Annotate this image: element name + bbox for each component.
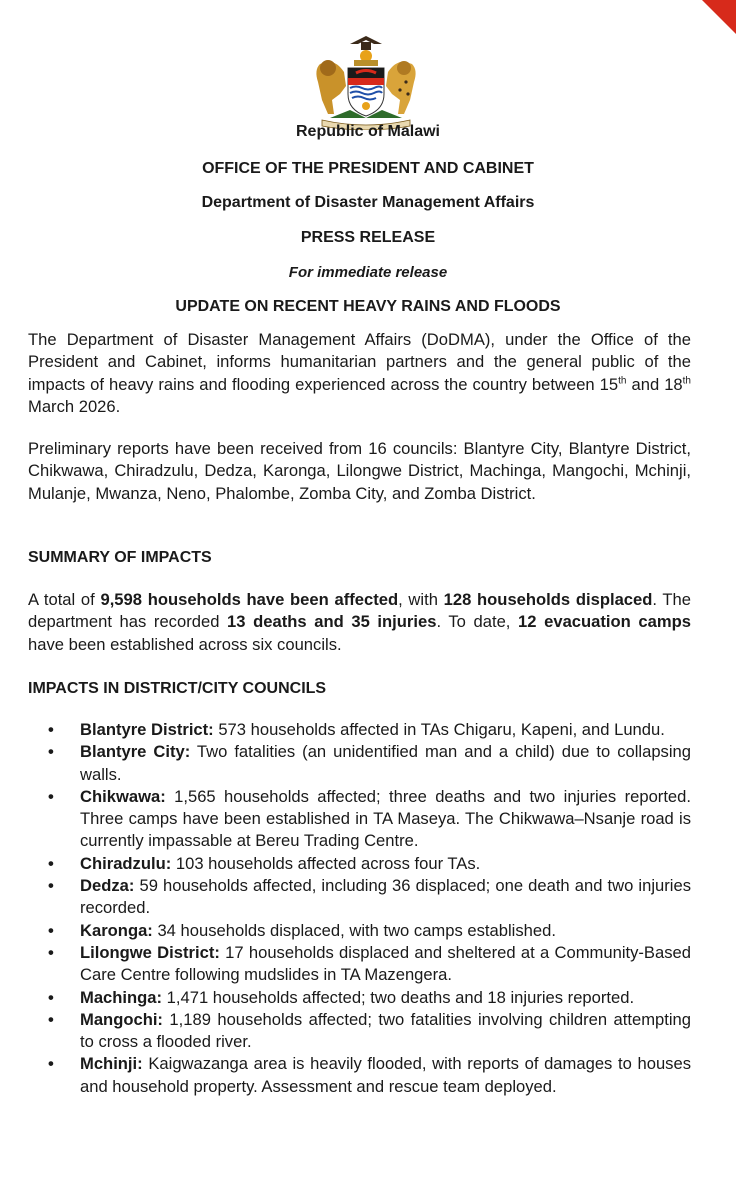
list-item: • Dedza: 59 households affected, including 36 displaced; one death and two injuries recorded. <box>48 876 691 918</box>
department-heading: Department of Disaster Management Affairs <box>201 194 535 211</box>
list-item: • Chiradzulu: 103 households affected across four TAs. <box>48 853 481 873</box>
councils-heading: IMPACTS IN DISTRICT/CITY COUNCILS <box>28 680 327 697</box>
list-item: • Mchinji: Kaigwazanga area is heavily flooded, with reports of damages to houses and household property. Assessment and rescue team deployed. <box>48 1054 691 1096</box>
list-item: • Lilongwe District: 17 households displaced and sheltered at a Community-Based Care Centre following mudslides in TA Mazengera. <box>48 942 691 985</box>
list-item: • Karonga: 34 households displaced, with two camps established. <box>48 920 556 940</box>
list-item: • Blantyre City: Two fatalities (an unidentified man and a child) due to collapsing walls. <box>48 742 691 784</box>
corner-accent <box>702 0 736 34</box>
republic-heading: Republic of Malawi <box>295 123 440 140</box>
list-item: • Blantyre District: 573 households affected in TAs Chigaru, Kapeni, and Lundu. <box>48 720 665 739</box>
office-heading: OFFICE OF THE PRESIDENT AND CABINET <box>202 160 534 177</box>
council-impacts-list <box>28 719 691 1098</box>
malawi-coat-of-arms-icon <box>300 30 432 130</box>
summary-heading: SUMMARY OF IMPACTS <box>28 549 212 566</box>
immediate-release-label: For immediate release <box>288 264 448 281</box>
list-item: • Chikwawa: 1,565 households affected; three deaths and two injuries reported. Three camps have been established in TA Maseya. The Chikwawa–Nsanje road is currently impassable at Bereu Trading Centre. <box>48 786 691 851</box>
councils-paragraph: Preliminary reports have been received from 16 councils: Blantyre City, Blantyre District, Chikwawa, Chiradzulu, Dedza, Karonga, Lilongwe District, Machinga, Mangochi, Mchinji, Mulanje, Mwanza, Neno, Phalombe, Zomba City, and Zomba District. <box>28 439 691 503</box>
press-release-heading: PRESS RELEASE <box>300 229 436 246</box>
intro-paragraph: The Department of Disaster Management Affairs (DoDMA), under the Office of the President and Cabinet, informs humanitarian partners and the general public of the impacts of heavy rains and flooding experienced across the country between 15th and 18th March 2026. <box>28 330 691 416</box>
document-title: UPDATE ON RECENT HEAVY RAINS AND FLOODS <box>175 298 561 315</box>
list-item: • Machinga: 1,471 households affected; two deaths and 18 injuries reported. <box>48 987 635 1007</box>
summary-paragraph: A total of 9,598 households have been affected, with 128 households displaced. The department has recorded 13 deaths and 35 injuries. To date, 12 evacuation camps have been established across six councils. <box>28 590 691 654</box>
list-item: • Mangochi: 1,189 households affected; two fatalities involving children attempting to cross a flooded river. <box>48 1009 691 1052</box>
